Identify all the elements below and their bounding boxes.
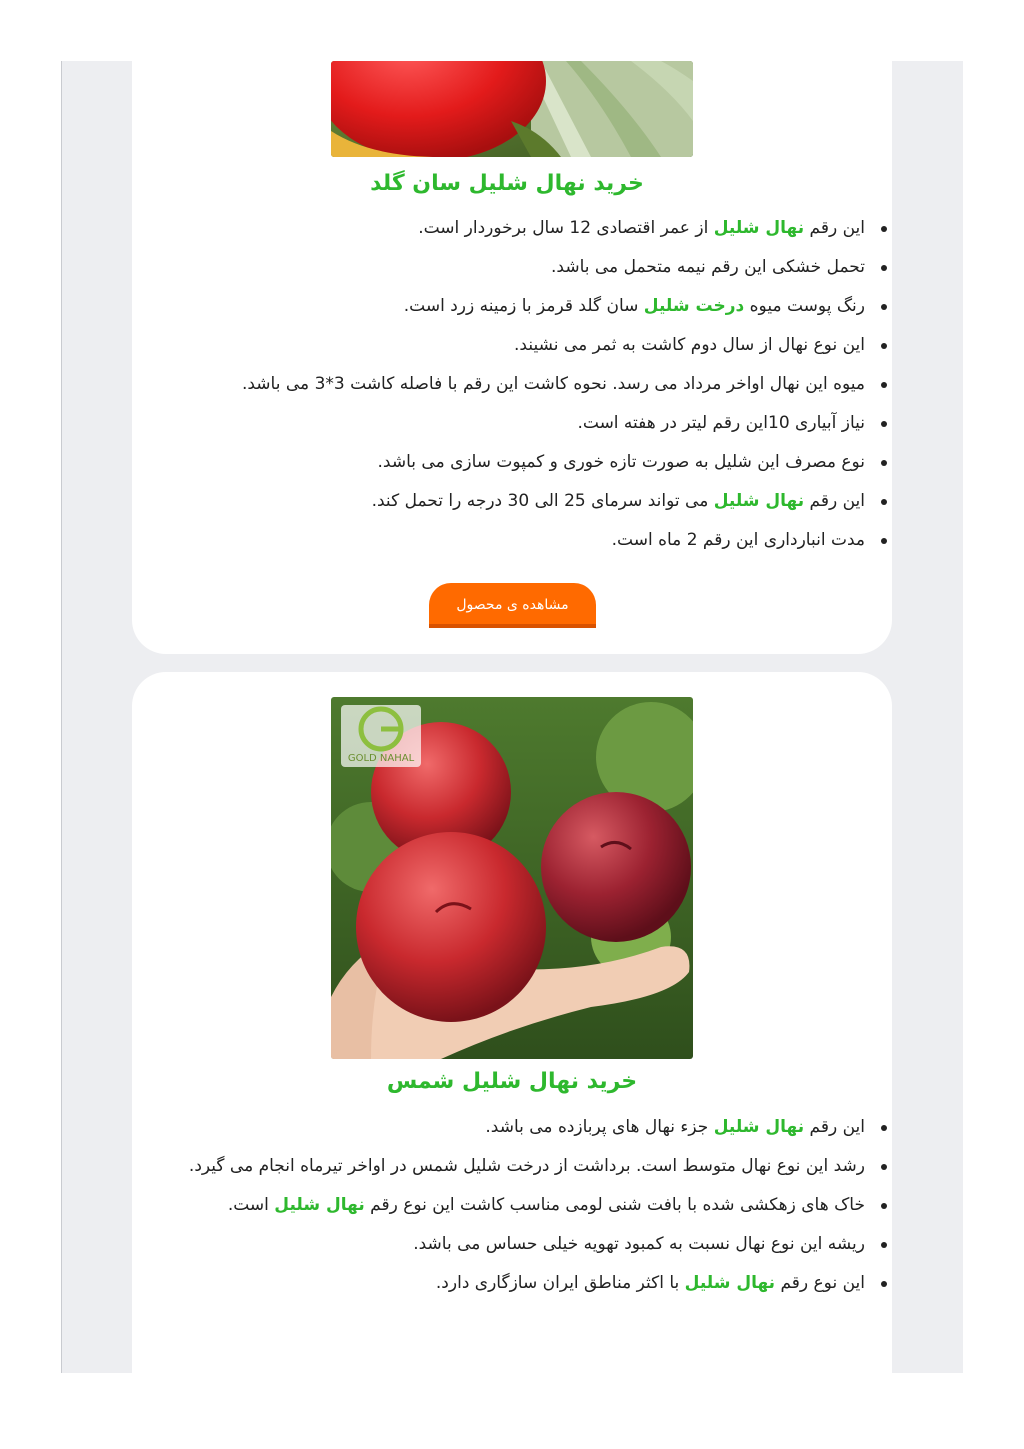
list-item: مدت انبارداری این رقم 2 ماه است. xyxy=(146,525,865,556)
list-item: میوه این نهال اواخر مرداد می رسد. نحوه کاشت این رقم با فاصله کاشت 3*3 می باشد. xyxy=(146,369,865,400)
list-item: این رقم نهال شلیل می تواند سرمای 25 الی 30 درجه را تحمل کند. xyxy=(146,486,865,517)
feature-list-sungold xyxy=(146,213,865,564)
product-title-shams: خرید نهال شلیل شمس xyxy=(386,1069,638,1094)
product-card-sungold xyxy=(132,61,892,654)
product-card-shams xyxy=(132,672,892,1373)
keyword-link[interactable]: نهال شلیل xyxy=(684,1273,776,1293)
list-item: این رقم نهال شلیل از عمر اقتصادی 12 سال برخوردار است. xyxy=(146,213,865,244)
nectarine-hand-photo xyxy=(331,697,693,1059)
list-item: این نوع نهال از سال دوم کاشت به ثمر می نشیند. xyxy=(146,330,865,361)
list-item: رشد این نوع نهال متوسط است. برداشت از درخت شلیل شمس در اواخر تیرماه انجام می گیرد. xyxy=(146,1151,865,1182)
product-image-sungold[interactable] xyxy=(331,61,693,157)
keyword-link[interactable]: نهال شلیل xyxy=(713,491,805,511)
gold-nahal-logo xyxy=(341,705,421,767)
view-product-button[interactable]: مشاهده ی محصول xyxy=(429,583,596,628)
svg-text:GOLD NAHAL: GOLD NAHAL xyxy=(347,753,415,764)
nectarine-photo xyxy=(331,61,693,157)
keyword-link[interactable]: نهال شلیل xyxy=(713,1117,805,1137)
product-image-shams[interactable] xyxy=(331,697,693,1059)
keyword-link[interactable]: نهال شلیل xyxy=(713,218,805,238)
list-item: تحمل خشکی این رقم نیمه متحمل می باشد. xyxy=(146,252,865,283)
keyword-link[interactable]: نهال شلیل xyxy=(274,1195,365,1215)
product-title-sungold: خرید نهال شلیل سان گلد xyxy=(370,171,644,196)
list-item: نیاز آبیاری 10این رقم لیتر در هفته است. xyxy=(146,408,865,439)
list-item: ریشه این نوع نهال نسبت به کمبود تهویه خیلی حساس می باشد. xyxy=(146,1229,865,1260)
list-item: نوع مصرف این شلیل به صورت تازه خوری و کمپوت سازی می باشد. xyxy=(146,447,865,478)
list-item: این نوع رقم نهال شلیل با اکثر مناطق ایران سازگاری دارد. xyxy=(146,1268,865,1299)
page-background xyxy=(61,61,963,1373)
list-item: این رقم نهال شلیل جزء نهال های پربازده می باشد. xyxy=(146,1112,865,1143)
list-item: رنگ پوست میوه درخت شلیل سان گلد قرمز با زمینه زرد است. xyxy=(146,291,865,322)
feature-list-shams xyxy=(146,1112,865,1307)
keyword-link[interactable]: درخت شلیل xyxy=(643,296,745,316)
list-item: خاک های زهکشی شده با بافت شنی لومی مناسب کاشت این نوع رقم نهال شلیل است. xyxy=(146,1190,865,1221)
